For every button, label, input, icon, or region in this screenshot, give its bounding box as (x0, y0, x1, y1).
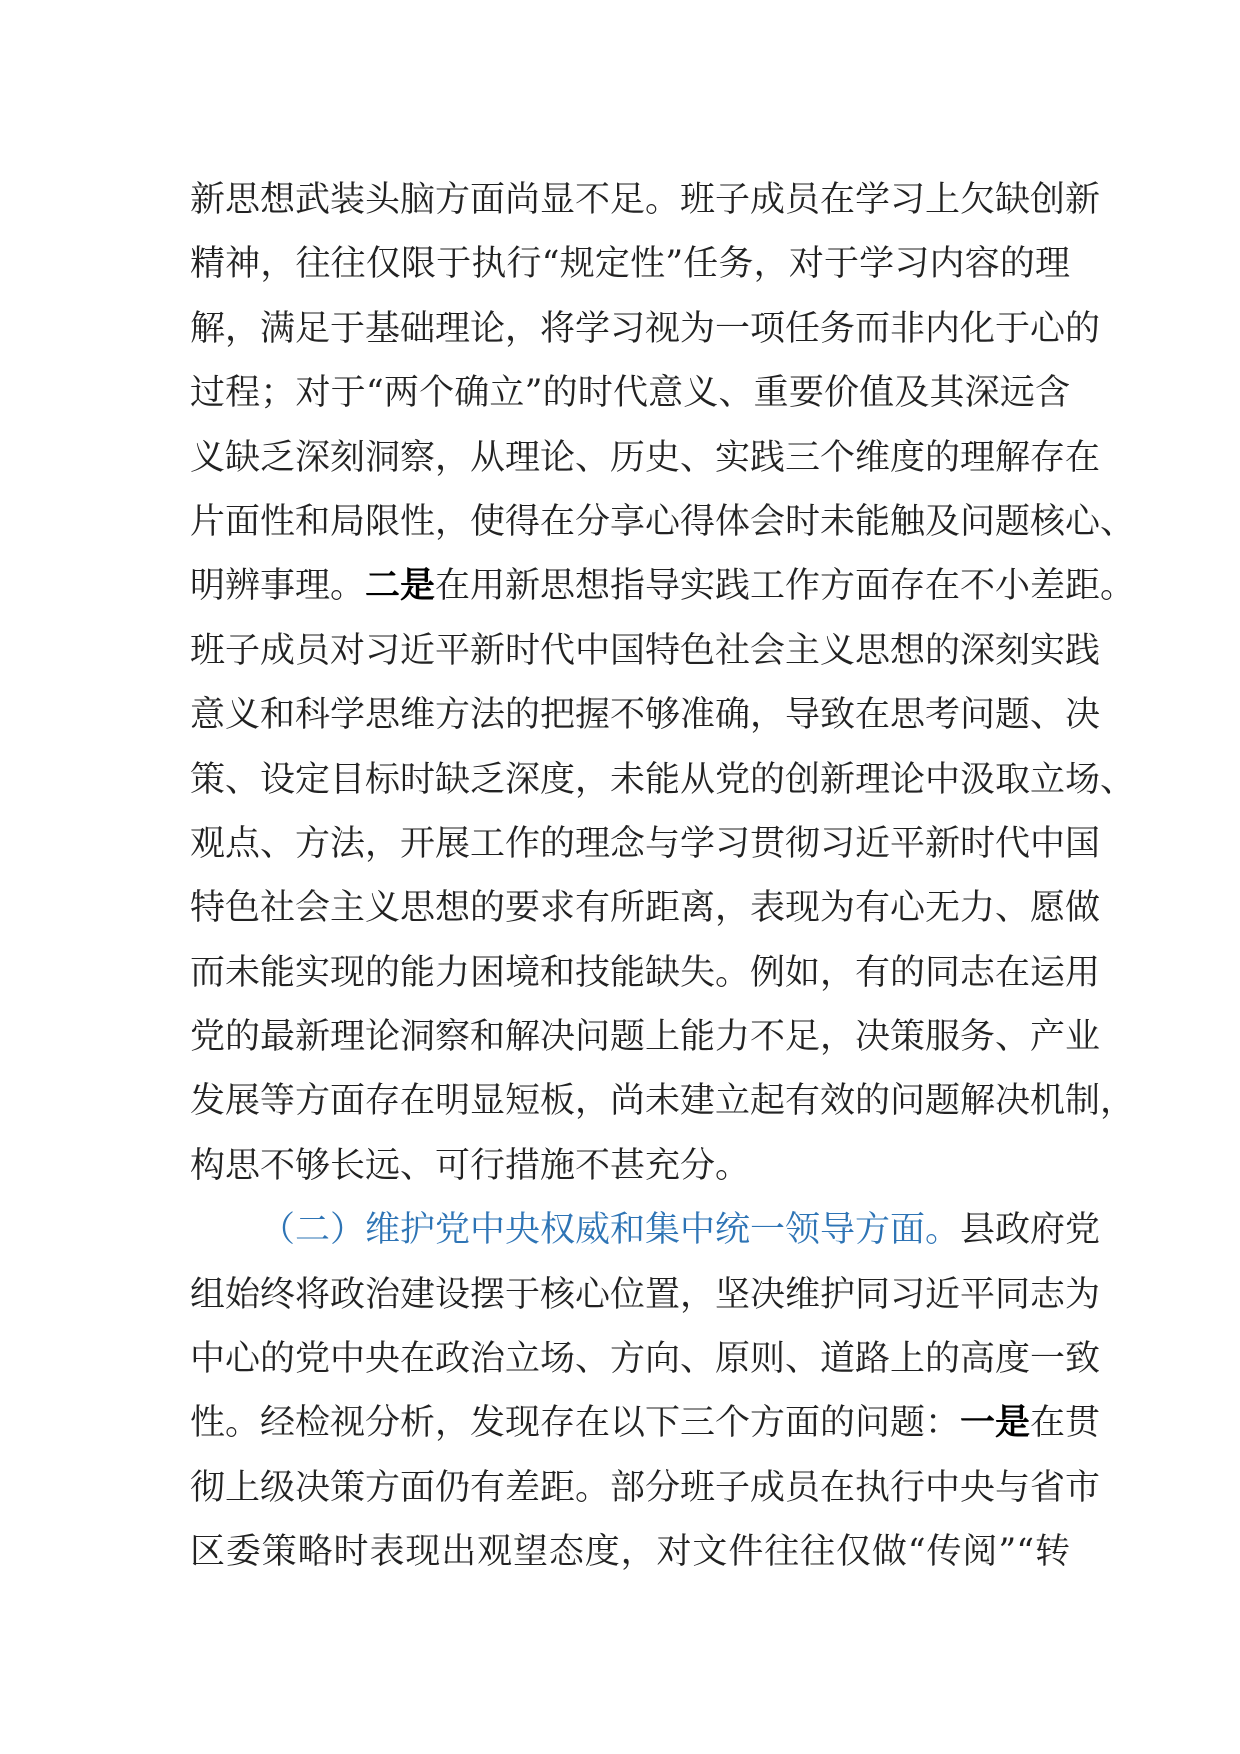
text-segment: 彻上级决策方面仍有差距。部分班子成员在执行中央与省市 (190, 1467, 1101, 1508)
text-line (190, 1391, 1101, 1455)
text-segment: 解，满足于基础理论，将学习视为一项任务而非内化于心的 (190, 308, 1101, 349)
bold-marker: 一是 (960, 1402, 1031, 1444)
text-segment: 片面性和局限性，使得在分享心得体会时未能触及问题核心、 (190, 501, 1136, 542)
text-line (190, 876, 1101, 940)
text-segment: 构思不够长远、可行措施不甚充分。 (190, 1145, 751, 1186)
text-line (190, 619, 1101, 683)
text-line (190, 297, 1101, 361)
text-line (190, 232, 1070, 296)
text-line (190, 748, 1136, 812)
text-segment: 组始终将政治建设摆于核心位置，坚决维护同习近平同志为 (190, 1274, 1101, 1315)
text-line (190, 1520, 1070, 1584)
text-segment: 义缺乏深刻洞察，从理论、历史、实践三个维度的理解存在 (190, 437, 1101, 478)
text-segment: 在用新思想指导实践工作方面存在不小差距。 (435, 566, 1136, 607)
text-segment: 而未能实现的能力困境和技能缺失。例如，有的同志在运用 (190, 952, 1101, 993)
text-segment: 在贯 (1030, 1403, 1101, 1444)
text-segment: 县政府党 (960, 1210, 1101, 1251)
text-line (190, 1069, 1136, 1133)
text-segment: 明辨事理。 (190, 566, 366, 607)
text-line (190, 168, 1101, 232)
text-line (190, 683, 1101, 747)
text-segment: 精神，往往仅限于执行“规定性”任务，对于学习内容的理 (190, 244, 1070, 285)
bold-marker: 二是 (365, 565, 436, 607)
text-segment: 意义和科学思维方法的把握不够准确，导致在思考问题、决 (190, 695, 1101, 736)
text-segment: 新思想武装头脑方面尚显不足。班子成员在学习上欠缺创新 (190, 180, 1101, 220)
section-heading: （二）维护党中央权威和集中统一领导方面。 (260, 1210, 961, 1251)
text-segment: 党的最新理论洞察和解决问题上能力不足，决策服务、产业 (190, 1017, 1101, 1058)
text-segment: 性。经检视分析，发现存在以下三个方面的问题： (190, 1403, 961, 1444)
document-body (190, 168, 1136, 1585)
text-line (190, 812, 1101, 876)
text-line (190, 361, 1070, 425)
text-segment: 特色社会主义思想的要求有所距离，表现为有心无力、愿做 (190, 888, 1101, 929)
text-segment: 发展等方面存在明显短板，尚未建立起有效的问题解决机制， (190, 1081, 1136, 1122)
text-segment: 策、设定目标时缺乏深度，未能从党的创新理论中汲取立场、 (190, 759, 1136, 800)
text-line (190, 1327, 1101, 1391)
paragraph-heading-line (190, 1198, 1101, 1262)
text-segment: 观点、方法，开展工作的理念与学习贯彻习近平新时代中国 (190, 823, 1101, 864)
text-segment: 区委策略时表现出观望态度，对文件往往仅做“传阅”“转 (190, 1532, 1070, 1573)
text-line (190, 1005, 1101, 1069)
text-line (190, 1134, 1070, 1198)
text-segment: 班子成员对习近平新时代中国特色社会主义思想的深刻实践 (190, 630, 1101, 671)
text-line (190, 490, 1136, 554)
text-segment: 过程；对于“两个确立”的时代意义、重要价值及其深远含 (190, 373, 1070, 414)
text-segment: 中心的党中央在政治立场、方向、原则、道路上的高度一致 (190, 1339, 1101, 1380)
text-line (190, 554, 1136, 618)
text-line (190, 1456, 1101, 1520)
text-line (190, 426, 1101, 490)
text-line (190, 941, 1101, 1005)
text-line (190, 1263, 1101, 1327)
